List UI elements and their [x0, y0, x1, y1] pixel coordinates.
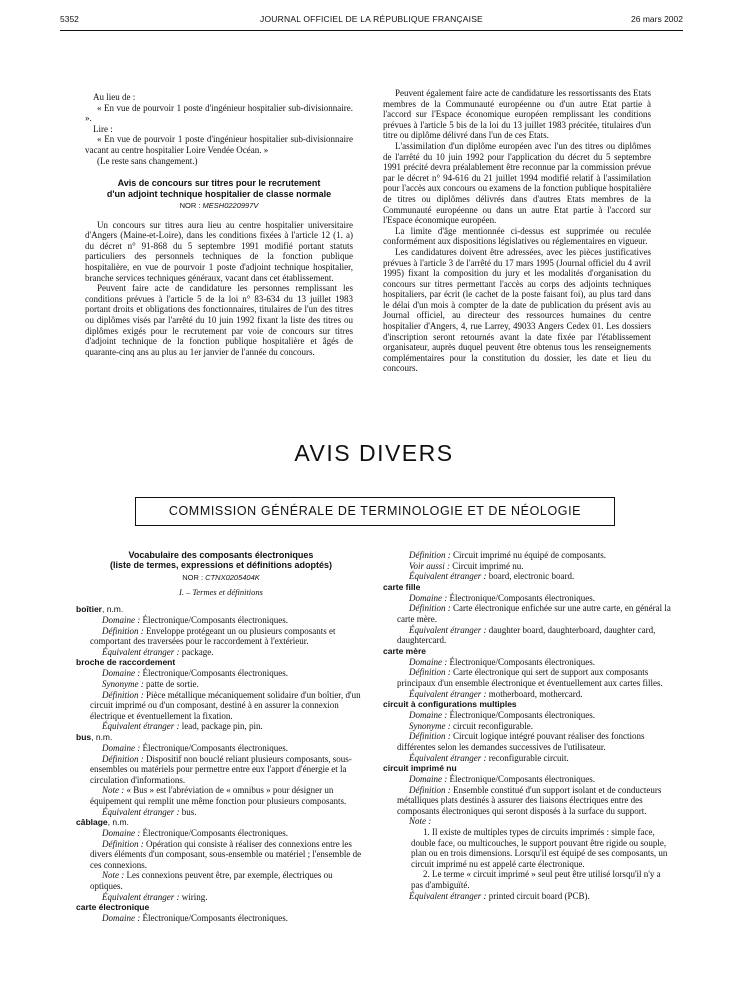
equivalent-label: Équivalent étranger :	[409, 624, 487, 635]
term-pos: , n.m.	[91, 731, 113, 742]
definition-field	[383, 731, 673, 752]
definition-field	[383, 667, 673, 688]
definition-field	[383, 603, 673, 624]
definition-text: Carte électronique enfichée sur une autre carte, en général la carte mère.	[397, 603, 671, 624]
term-entry	[76, 732, 366, 817]
term-entry	[76, 604, 366, 657]
term-name: bus	[76, 731, 92, 742]
domaine-field	[383, 657, 673, 668]
issue-date: 26 mars 2002	[631, 14, 683, 24]
definition-field	[383, 785, 673, 817]
vocab-title-2: (liste de termes, expressions et définitions adoptés)	[109, 560, 333, 571]
vocab-title-1: Vocabulaire des composants électroniques	[128, 550, 314, 560]
domaine-field	[383, 710, 673, 721]
domaine-field	[383, 774, 673, 785]
domaine-field	[76, 615, 366, 626]
definition-label: Définition :	[409, 550, 451, 560]
term-heading	[383, 763, 673, 774]
vocab-nor-label: NOR :	[182, 572, 204, 582]
note-text: Les connexions peuvent être, par exemple, électriques ou optiques.	[90, 870, 333, 892]
domaine-text: Électronique/Composants électroniques.	[142, 742, 288, 753]
vocab-section	[76, 587, 366, 598]
definition-field	[76, 754, 366, 786]
note-label: Note :	[102, 785, 125, 796]
equivalent-text: motherboard, mothercard.	[488, 688, 583, 699]
right-paragraph-3: La limite d'âge mentionnée ci-dessus est supprimée ou reculée conformément aux dispositions législatives ou réglementaires en vigueur.	[383, 225, 651, 247]
definition-text: Circuit imprimé nu équipé de composants.	[453, 550, 606, 560]
definition-field	[76, 839, 366, 871]
avis-concours-title-1: Avis de concours sur titres pour le recrutement	[117, 178, 321, 189]
definition-label: Définition :	[409, 731, 451, 742]
term-heading	[383, 582, 673, 593]
equivalent-label: Équivalent étranger :	[409, 752, 487, 763]
terms-left-list	[76, 604, 366, 924]
equivalent-text: wiring.	[181, 891, 208, 902]
term-heading	[76, 657, 366, 668]
term-name: circuit imprimé nu	[383, 763, 457, 774]
definition-label: Définition :	[409, 603, 451, 614]
domaine-label: Domaine :	[102, 913, 141, 924]
term-heading	[76, 732, 366, 743]
synonyme-text: circuit reconfigurable.	[452, 720, 533, 731]
term-name: circuit à configurations multiples	[383, 699, 517, 710]
avis-paragraph-1: Un concours sur titres aura lieu au centre hospitalier universitaire d'Angers (Maine-et-Loire), dans les conditions fixées à l'article 12 (1. a) du décret n° 91-868 du 5 septembre 1991 modifié portant statuts particuliers des personnels techniques de la fonction publique hospitalière, en vue de pourvoir 1 poste d'adjoint technique hospitalier, branche services techniques généraux, vacant dans cet établissement.	[85, 219, 353, 283]
equivalent-field	[76, 807, 366, 818]
synonyme-field	[383, 721, 673, 732]
vocab-nor-code: CTNX0205404K	[205, 572, 260, 582]
definition-label: Définition :	[102, 689, 144, 700]
commission-title: COMMISSION GÉNÉRALE DE TERMINOLOGIE ET DE NÉOLOGIE	[168, 504, 582, 518]
term-name: boîtier	[76, 604, 102, 614]
page-number: 5352	[60, 14, 79, 24]
correction-quote-2: « En vue de pourvoir 1 poste d'ingénieur hospitalier sub-divisionnaire vacant au centre hospitalier Loire Vendée Océan. »	[85, 134, 353, 155]
definition-label: Définition :	[409, 784, 451, 795]
carte-electronique-continued	[383, 550, 673, 582]
domaine-text: Électronique/Composants électroniques.	[142, 615, 288, 625]
synonyme-text: patte de sortie.	[145, 678, 199, 689]
terms-right-list	[383, 582, 673, 901]
equivalent-label: Équivalent étranger :	[409, 890, 487, 901]
equivalent-text: board, electronic board.	[488, 571, 575, 582]
definition-text: Ensemble constitué d'un support isolant et de conducteurs métalliques plats destinés à assurer des liaisons électriques entre des composants électroniques qui seront disposés à la surface du support.	[397, 784, 662, 816]
term-name: broche de raccordement	[76, 657, 176, 668]
domaine-text: Électronique/Composants électroniques.	[449, 656, 595, 667]
domaine-field	[76, 913, 366, 924]
top-right-column	[383, 88, 651, 374]
equivalent-field	[383, 891, 673, 902]
definition-field	[76, 626, 366, 647]
term-name: carte électronique	[76, 902, 150, 913]
note-item: 1. Il existe de multiples types de circuits imprimés : simple face, double face, ou multicouches, le support pouvant être rigide ou souple, plan ou en trois dimensions. Lorsqu'il est équipé de ses composants, un circuit imprimé nu est appelé carte électronique.	[411, 827, 668, 869]
equivalent-text: lead, package pin, pin.	[181, 721, 263, 732]
vocab-section-label: I. – Termes et définitions	[179, 587, 263, 598]
note-label: Note :	[409, 816, 432, 827]
domaine-label: Domaine :	[409, 592, 448, 603]
bottom-left-column	[76, 550, 366, 924]
equivalent-text: daughter board, daughterboard, daughter card, daughtercard.	[397, 624, 656, 646]
domaine-text: Électronique/Composants électroniques.	[449, 592, 595, 603]
note-label: Note :	[102, 870, 125, 881]
synonyme-label: Synonyme :	[102, 678, 144, 689]
domaine-text: Électronique/Composants électroniques.	[142, 668, 288, 679]
definition-label: Définition :	[102, 838, 144, 849]
equivalent-text: bus.	[181, 806, 197, 817]
right-paragraph-4: Les candidatures doivent être adressées, avec les pièces justificatives prévues à l'article 3 de l'arrêté du 17 mars 1995 (Journal officiel du 4 avril 1995) fixant la composition du jury et les modalités d'organisation du concours sur titres permettant l'accès au corps des adjoints techniques hospitaliers, par écrit (le cachet de la poste faisant foi), au plus tard dans le délai d'un mois à compter de la date de publication du présent avis au Journal officiel, au directeur des ressources humaines du centre hospitalier d'Angers, 4, rue Larrey, 49033 Angers Cedex 01. Les dossiers d'inscription seront retournés avant la date fixée par l'établissement organisateur, auprès duquel peuvent être obtenus tous les renseignements complémentaires pour la constitution du dossier, les date et lieu du concours.	[383, 246, 651, 374]
term-heading	[76, 604, 366, 615]
right-paragraph-2: L'assimilation d'un diplôme européen avec l'un des titres ou diplômes de l'arrêté du 10 juin 1992 pour l'application du décret du 5 septembre 1991 précité devra préalablement être reconnue par la commission prévue par le décret n° 94-616 du 21 juillet 1994 modifié relatif à l'assimilation pour l'accès aux concours ou examens de la fonction publique hospitalière de titres ou diplômes délivrés dans d'autres Etats membres de la Communauté européenne ou dans un autre Etat partie à l'accord sur l'Espace économique européen.	[383, 140, 651, 226]
term-entry	[383, 763, 673, 901]
vocab-nor	[76, 573, 366, 584]
term-heading	[76, 817, 366, 828]
equivalent-field	[76, 892, 366, 903]
equivalent-label: Équivalent étranger :	[102, 646, 180, 657]
term-pos: , n.m.	[107, 817, 129, 828]
domaine-field	[76, 828, 366, 839]
correction-quote-1: « En vue de pourvoir 1 poste d'ingénieur hospitalier sub-divisionnaire. ».	[85, 102, 353, 124]
definition-text: Pièce métallique mécaniquement solidaire d'un boîtier, d'un circuit imprimé ou d'un composant, destiné à en assurer la connexion électrique et éventuellement la fixation.	[90, 689, 361, 721]
equivalent-label: Équivalent étranger :	[409, 688, 487, 699]
equivalent-text: printed circuit board (PCB).	[488, 890, 590, 901]
term-entry	[383, 646, 673, 699]
domaine-label: Domaine :	[102, 668, 141, 679]
note-field	[76, 870, 366, 891]
nor-label: NOR :	[179, 200, 201, 210]
section-title: AVIS DIVERS	[294, 440, 454, 466]
lire: Lire :	[93, 123, 113, 134]
domaine-field	[76, 668, 366, 679]
domaine-field	[76, 743, 366, 754]
au-lieu-de: Au lieu de :	[93, 92, 136, 102]
equivalent-field	[76, 647, 366, 658]
domaine-label: Domaine :	[409, 774, 448, 785]
domaine-label: Domaine :	[409, 710, 448, 721]
note-field	[383, 816, 673, 827]
avis-nor	[85, 201, 353, 212]
definition-text: Opération qui consiste à réaliser des connexions entre les divers éléments d'un composant, sous-ensemble ou matériel ; l'ensemble de ces connexions.	[90, 838, 362, 870]
domaine-label: Domaine :	[102, 828, 141, 839]
commission-title-box	[135, 497, 615, 526]
definition-text: Enveloppe protégeant un ou plusieurs composants et comportant des traversées pour le raccordement à l'extérieur.	[90, 625, 336, 647]
term-name: câblage	[76, 817, 108, 828]
definition-field	[76, 690, 366, 722]
domaine-text: Électronique/Composants électroniques.	[449, 774, 595, 785]
journal-title: JOURNAL OFFICIEL DE LA RÉPUBLIQUE FRANÇAISE	[260, 14, 483, 24]
domaine-label: Domaine :	[409, 656, 448, 667]
term-entry	[383, 699, 673, 763]
bottom-right-column	[383, 550, 673, 901]
domaine-text: Électronique/Composants électroniques.	[142, 913, 288, 924]
page-header	[60, 14, 683, 26]
header-rule	[60, 30, 683, 31]
equivalent-field	[383, 689, 673, 700]
term-name: carte mère	[383, 645, 427, 656]
avis-concours-title-2: d'un adjoint technique hospitalier de classe normale	[106, 188, 332, 199]
equivalent-label: Équivalent étranger :	[102, 891, 180, 902]
equivalent-label: Équivalent étranger :	[102, 721, 180, 732]
top-left-column	[85, 92, 353, 357]
term-entry	[76, 657, 366, 732]
domaine-label: Domaine :	[102, 742, 141, 753]
definition-label: Définition :	[102, 625, 144, 636]
definition-label: Définition :	[102, 753, 144, 764]
synonyme-field	[76, 679, 366, 690]
term-heading	[383, 699, 673, 710]
definition-text: Carte électronique qui sert de support aux composants principaux d'un ensemble électronique et éventuellement aux cartes filles.	[397, 667, 663, 688]
definition-label: Définition :	[409, 667, 451, 678]
equivalent-label: Équivalent étranger :	[409, 571, 487, 582]
definition-text: Circuit logique intégré pouvant réaliser des fonctions différentes selon les demandes successives de l'utilisateur.	[397, 731, 645, 752]
domaine-label: Domaine :	[102, 615, 141, 625]
voir-aussi-label: Voir aussi :	[409, 560, 451, 571]
equivalent-text: package.	[181, 646, 214, 657]
term-pos: , n.m.	[101, 604, 124, 614]
term-entry	[76, 817, 366, 902]
synonyme-label: Synonyme :	[409, 720, 451, 731]
domaine-field	[383, 593, 673, 604]
term-heading	[383, 646, 673, 657]
reste-sans-changement: (Le reste sans changement.)	[97, 155, 198, 166]
equivalent-text: reconfigurable circuit.	[488, 752, 569, 763]
term-name: carte fille	[383, 581, 421, 592]
nor-code: MESH0220997V	[202, 200, 259, 210]
term-entry	[383, 582, 673, 646]
avis-paragraph-2: Peuvent faire acte de candidature les personnes remplissant les conditions prévues à l'article 5 de la loi n° 83-634 du 13 juillet 1983 portant droits et obligations des fonctionnaires, titulaires de l'un des titres ou diplômes visés par l'arrêté du 10 juin 1992 fixant la liste des titres ou diplômes exigés pour le recrutement par voie de concours sur titres d'adjoint technique de la fonction publique hospitalière et âgés de quarante-cinq ans au plus au 1er janvier de l'année du concours.	[85, 283, 353, 357]
domaine-text: Électronique/Composants électroniques.	[449, 710, 595, 721]
equivalent-field	[383, 753, 673, 764]
right-paragraph-1: Peuvent également faire acte de candidature les ressortissants des Etats membres de la Communauté européenne ou d'un autre Etat partie à l'accord sur l'Espace économique européen remplissant les conditions prévues à l'article 5 bis de la loi du 13 juillet 1983 précitée, titulaires d'un titre ou diplôme délivré dans l'un de ces Etats.	[383, 88, 651, 141]
definition-text: Dispositif non bouclé reliant plusieurs composants, sous-ensembles ou matériels pour permettre entre eux l'apport d'énergie et la circulation d'informations.	[90, 753, 352, 785]
note-item: 2. Le terme « circuit imprimé » seul peut être utilisé lorsqu'il n'y a pas d'ambiguïté.	[411, 869, 661, 891]
equivalent-label: Équivalent étranger :	[102, 806, 180, 817]
domaine-text: Électronique/Composants électroniques.	[142, 828, 288, 839]
equivalent-field	[76, 721, 366, 732]
voir-aussi-text: Circuit imprimé nu.	[452, 560, 524, 571]
term-heading	[76, 902, 366, 913]
equivalent-field	[383, 625, 673, 646]
note-text: « Bus » est l'abréviation de « omnibus » pour désigner un équipement qui remplit une même fonction pour plusieurs composants.	[90, 785, 347, 806]
note-field	[76, 785, 366, 806]
term-entry	[76, 902, 366, 924]
